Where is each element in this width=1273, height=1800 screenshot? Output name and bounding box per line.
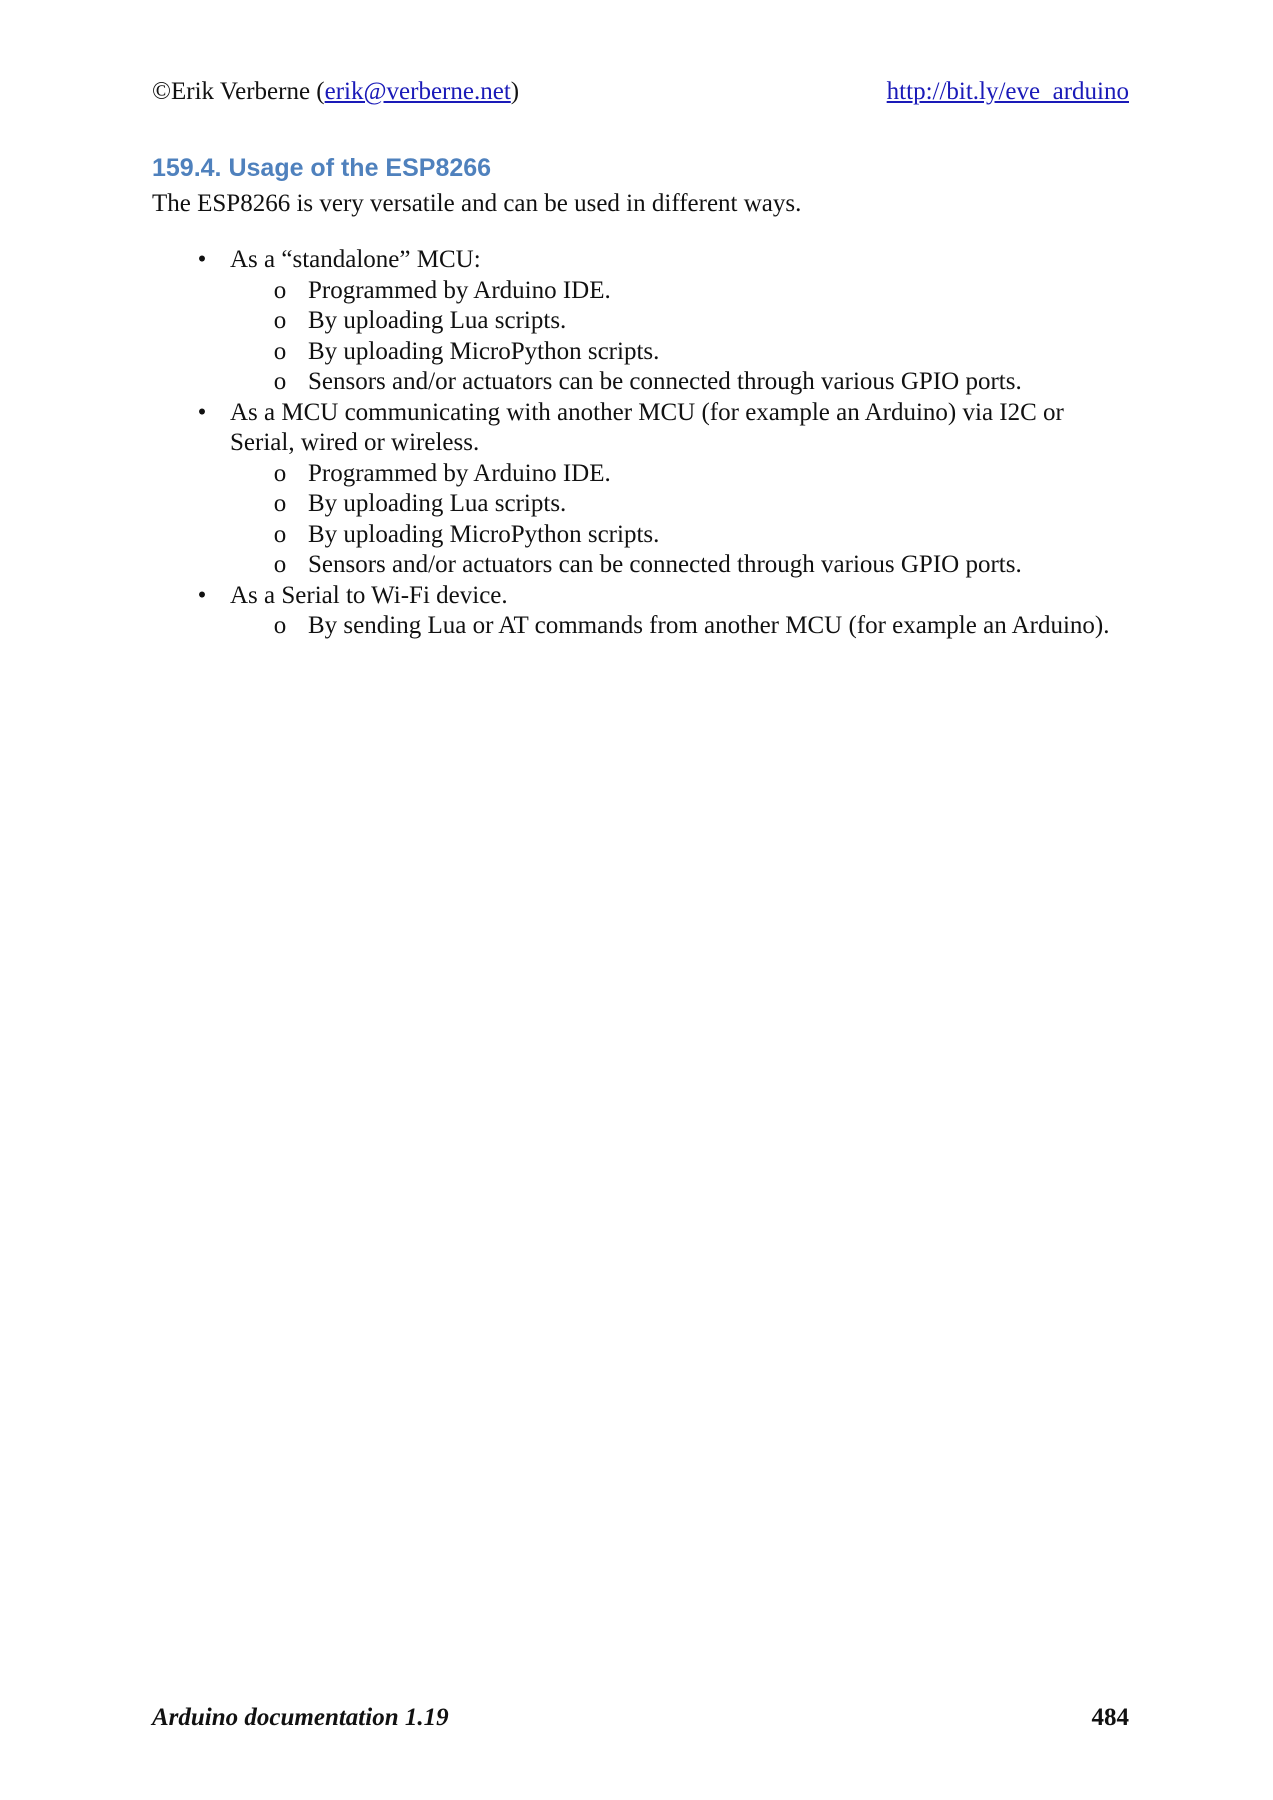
intro-paragraph: The ESP8266 is very versatile and can be used in different ways. <box>152 190 802 217</box>
website-link[interactable]: http://bit.ly/eve_arduino <box>886 78 1129 105</box>
sub-list-item-text: Sensors and/or actuators can be connected through various GPIO ports. <box>308 368 1022 395</box>
page-footer <box>152 1701 1129 1735</box>
usage-list <box>152 245 1132 642</box>
list-item <box>152 398 1132 581</box>
sub-list-item-text: By uploading MicroPython scripts. <box>308 337 660 365</box>
sub-list-item-text: Programmed by Arduino IDE. <box>308 459 611 487</box>
document-title: Arduino documentation 1.19 <box>152 1704 449 1731</box>
page-number: 484 <box>1091 1704 1129 1731</box>
sub-list-item-text: By uploading Lua scripts. <box>308 490 567 517</box>
list-item <box>152 581 1132 642</box>
bullet-icon: • <box>197 246 207 273</box>
circle-bullet-icon: o <box>273 490 287 517</box>
sub-list <box>230 459 1132 581</box>
list-item-text: As a Serial to Wi-Fi device. <box>230 581 508 609</box>
circle-bullet-icon: o <box>273 368 287 395</box>
circle-bullet-icon: o <box>273 520 287 548</box>
email-link[interactable]: erik@verberne.net <box>324 78 511 105</box>
sub-list-item-text: By sending Lua or AT commands from another MCU (for example an Arduino). <box>308 612 1110 639</box>
circle-bullet-icon: o <box>273 276 287 304</box>
sub-list <box>230 611 1132 642</box>
sub-list-item-text: Sensors and/or actuators can be connected through various GPIO ports. <box>308 551 1022 578</box>
sub-list-item <box>230 367 1132 398</box>
circle-bullet-icon: o <box>273 459 287 487</box>
sub-list <box>230 276 1132 398</box>
circle-bullet-icon: o <box>273 307 287 334</box>
sub-list-item <box>230 337 1132 368</box>
sub-list-item <box>230 611 1132 642</box>
sub-list-item-text: Programmed by Arduino IDE. <box>308 276 611 304</box>
copyright-suffix: ) <box>510 78 520 105</box>
section-title: 159.4. Usage of the ESP8266 <box>152 154 492 182</box>
copyright-prefix: ©Erik Verberne ( <box>152 78 325 105</box>
bullet-icon: • <box>197 398 207 426</box>
sub-list-item <box>230 520 1132 551</box>
page-header <box>152 74 1129 110</box>
bullet-icon: • <box>197 581 207 609</box>
circle-bullet-icon: o <box>273 337 287 365</box>
list-item-text: As a MCU communicating with another MCU (for example an Arduino) via I2C or Serial, wired or wireless. <box>230 398 1064 456</box>
sub-list-item <box>230 459 1132 490</box>
copyright-line <box>152 74 519 110</box>
sub-list-item-text: By uploading MicroPython scripts. <box>308 520 660 548</box>
list-item <box>152 245 1132 398</box>
sub-list-item <box>230 306 1132 337</box>
circle-bullet-icon: o <box>273 551 287 578</box>
circle-bullet-icon: o <box>273 612 287 639</box>
list-item-text: As a “standalone” MCU: <box>230 246 481 273</box>
sub-list-item <box>230 489 1132 520</box>
sub-list-item <box>230 276 1132 307</box>
sub-list-item-text: By uploading Lua scripts. <box>308 307 567 334</box>
sub-list-item <box>230 550 1132 581</box>
